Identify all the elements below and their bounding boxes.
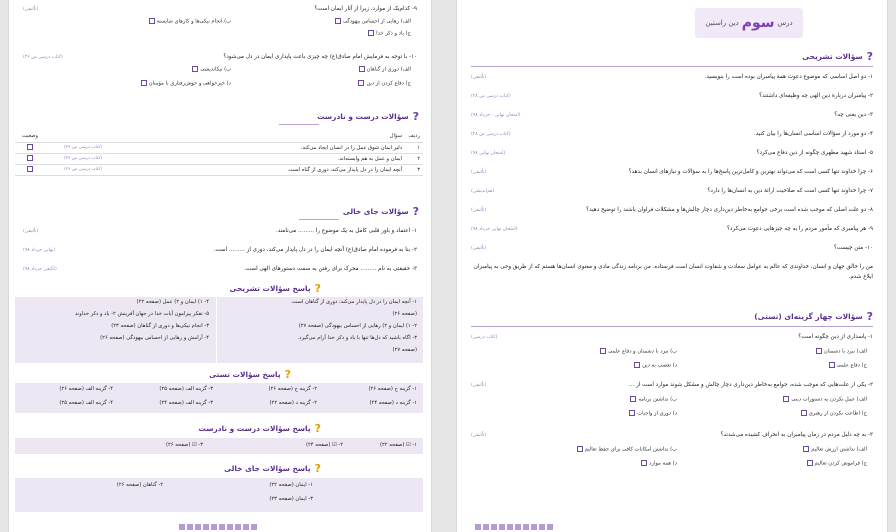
checkbox <box>816 348 822 354</box>
answers-panel: ۱- ☑ (صفحه ۲۲) ۲- ☑ (صفحه ۲۴) ۳- ☑ (صفحه ۲۶) <box>15 438 423 454</box>
fill-question: ۳- حقیقتی به نام ......... محرک برای رفتن به سمت دستورهای الهی است. <box>244 266 417 272</box>
th-row: ردیف <box>405 131 423 142</box>
question-mark-icon: ? <box>314 422 321 435</box>
th-question: سؤال <box>105 131 405 142</box>
option[interactable]: الف) نداشتن ارزش تعالیم <box>801 446 867 454</box>
passage: من را خالق جهان و انسان، خداوندی که عالم به عوامل سعادت و شقاوت انسان است فرستاده. من برنامه زندگی مادی و معنوی انسان‌ها هستم که از طریق وحی به پیامبران ابلاغ شدم. <box>473 264 873 280</box>
checkbox <box>630 396 636 402</box>
option[interactable]: ج) یاد و ذکر خدا <box>366 30 411 38</box>
page-gutter <box>436 0 452 532</box>
th-status: وضعیت <box>15 131 45 142</box>
question-ref: (تألیفی خرداد ۹۸) <box>23 267 57 272</box>
question-ref: (نهایی خرداد ۹۸) <box>23 248 56 253</box>
option[interactable]: الف) نبرد با دشمنان <box>814 348 867 356</box>
question: ۹- هر پیامبری که مأمور مردم را به چه چیزهایی دعوت می‌کرد؟ <box>727 226 873 232</box>
mcq-question: ۲- یکی از علت‌هایی که موجب شده، جوامع به‌خاطر دین‌داری دچار چالش و مشکل شوند موارد است از ... <box>629 382 873 388</box>
question: ۲- پیامبران دربارهٔ دین الهی چه وظیفه‌ای داشتند؟ <box>759 93 873 99</box>
question-ref: (تألیفی) <box>23 7 39 12</box>
option[interactable]: ج) دفاع کردن از دین <box>356 80 411 88</box>
lesson-name: دین راستین <box>705 19 739 27</box>
table-row: ۱ دلیر ایمان شوق عمل را در انسان ایجاد می‌کند. (کتاب درسی ص ۲۲) <box>15 142 423 153</box>
section-header-descriptive: ? سؤالات تشریحی <box>802 50 873 63</box>
lesson-number: سوم <box>741 15 775 31</box>
option[interactable]: د) خیرخواهی و خوش‌رفتاری با مؤمنان <box>139 80 231 88</box>
question: ۵- استاد شهید مطهری چگونه از دین دفاع می‌کرد؟ <box>756 150 873 156</box>
question-ref: (کتاب درسی ص ۲۶) <box>23 55 63 60</box>
question: ۷- چرا خداوند تنها کسی است که صلاحیت ارائهٔ دین به انسان‌ها را دارد؟ <box>707 188 873 194</box>
right-page: درس سوم دین راستین ? سؤالات تشریحی ۱- دو اصل اساسی که موضوع دعوت همهٔ پیامبران بوده است را بنویسید. (تألیفی) ۲- پیامبران دربارهٔ دین الهی چه وظیفه‌ای داشتند؟ (کتاب درسی ص ۲۸) ۳- دین یعنی چه؟ (امتحان نهایی - خرداد ۹۸) ۴- دو مورد از سؤالات اساسی انسان‌ها را بیان کنید. (کتاب درسی ص ۲۸) ۵- استاد شهید مطهری چگونه از دین دفاع می‌کرد؟ (امتحان نهایی ۹۸) ۶- چرا خداوند تنها کسی است که می‌تواند بهترین و کامل‌ترین پاسخ‌ها را به سؤالات و نیازهای انسان بدهد؟ (تألیفی) ۷- چرا خداوند تنها کسی است که صلاحیت ارائهٔ دین به انسان‌ها را دارد؟ (هم‌اندیشی) ۸- دو علت اصلی که موجب شده است برخی جوامع به‌خاطر دین‌داری دچار چالش‌ها و مشکلات فراوان باشند را توضیح دهید؟ (تألیفی) ۹- هر پیامبری که مأمور مردم را به چه چیزهایی دعوت می‌کرد؟ (امتحان نهایی خرداد ۹۸) ۱۰- متن چیست؟ (تألیفی) من را خالق جهان و انسان، خداوندی که عالم به عوامل سعادت و شقاوت انسان است فرستاده. من برنامه زندگی مادی و معنوی انسان‌ها هستم که از طریق وحی به پیامبران ابلاغ شدم. ? سؤالات چهار گزینه‌ای (تستی) ۱- پاسداری از دین چگونه است؟ (کتاب درسی) الف) نبرد با دشمنان ب) نبرد با دشمنان و دفاع علمی ج) دفاع علمی د) تعصب به دین ۲- یکی از علت‌هایی که موجب شده، جوامع به‌خاطر دین‌داری دچار چالش و مشکل شوند موارد است از ... (تألیفی) الف) عمل نکردن به دستورات دینی ب) نداشتن برنامه ج) اطاعت نکردن از رهبری د) دوری از واجبات ۳- به چه دلیل مردم در زمان پیامبران به انحراف کشیده می‌شدند؟ (تألیفی) الف) نداشتن ارزش تعالیم ب) نداشتن امکانات کافی برای حفظ تعالیم ج) فراموش کردن تعالیم د) همه موارد <box>456 0 888 532</box>
mcq-question: ۳- به چه دلیل مردم در زمان پیامبران به انحراف کشیده می‌شدند؟ <box>720 432 873 438</box>
checkbox <box>141 80 147 86</box>
option[interactable]: د) همه موارد <box>639 460 677 468</box>
question-10: ۱۰- با توجه به فرمایش امام صادق(ع) چه چیزی باعث پایداری ایمان در دل می‌شود؟ <box>223 54 417 60</box>
section-header-ans-tf: ? پاسخ سؤالات درست و نادرست <box>198 422 321 435</box>
option[interactable]: ج) اطاعت نکردن از رهبری <box>799 410 867 418</box>
question-mark-icon: ? <box>866 50 873 63</box>
fill-question: ۱- اعتماد و باور قلبی کامل به یک موضوع را ......... می‌نامند. <box>275 228 417 234</box>
section-header-tf: ? سؤالات درست و نادرست <box>279 110 419 123</box>
option[interactable]: الف) دوری از گناهان <box>357 66 411 74</box>
checkbox <box>801 410 807 416</box>
mcq-question: ۱- پاسداری از دین چگونه است؟ <box>798 334 873 340</box>
answers-panel: ۱- آنچه ایمان را در دل پایدار می‌کند، دوری از گناهان است. (صفحه ۲۶) ۲- ۱) ایمان و ۲) رهایی از احساس بیهودگی (صفحه ۲۷) ۳- اگاه باشید که دل‌ها تنها با یاد و ذکر خدا آرام می‌گیرد. (صفحه ۲۷) ۴- ۱) ایمان و ۲) عمل (صفحه ۲۲) ۵- تفکر پیرامون آیات خدا در جهان آفرینش ۲- یاد و ذکر خداوند ۳- انجام نیکی‌ها و دوری از گناهان (صفحه ۲۳) ۴- آرامش و رهایی از احساس بیهودگی (صفحه ۲۶) <box>15 297 423 363</box>
section-header-ans-desc: ? پاسخ سؤالات تشریحی <box>229 282 321 295</box>
option[interactable]: د) تعصب به دین <box>632 362 677 370</box>
checkbox <box>629 410 635 416</box>
option[interactable]: الف) عمل نکردن به دستورات دینی <box>781 396 867 404</box>
section-header-ans-fill: ? پاسخ سؤالات جای خالی <box>224 462 321 475</box>
checkbox <box>803 446 809 452</box>
table-row: ۳ آنچه ایمان را در دل پایدار می‌کند، دوری از گناه است. (کتاب درسی ص ۲۶) <box>15 164 423 175</box>
question: ۶- چرا خداوند تنها کسی است که می‌تواند بهترین و کامل‌ترین پاسخ‌ها را به سؤالات و نیازهای انسان بدهد؟ <box>628 169 873 175</box>
option[interactable]: الف) رهایی از احساس بیهودگی <box>333 18 411 26</box>
option[interactable]: ب) نبرد با دشمنان و دفاع علمی <box>598 348 677 356</box>
checkbox[interactable] <box>27 166 33 172</box>
checkbox <box>192 66 198 72</box>
option[interactable]: ب) نداشتن امکانات کافی برای حفظ تعالیم <box>575 446 677 454</box>
question-ref: (تألیفی) <box>23 229 39 234</box>
lesson-word: درس <box>777 19 793 27</box>
answers-panel: ۱- ایمان (صفحه ۲۲) ۲- گناهان (صفحه ۲۶) ۳- ایمان (صفحه ۲۳) <box>15 478 423 512</box>
section-header-fill: ? سؤالات جای خالی <box>299 205 419 218</box>
footer-ornament <box>179 524 259 530</box>
checkbox <box>335 18 341 24</box>
question-mark-icon: ? <box>284 368 291 381</box>
option[interactable]: د) دوری از واجبات <box>627 410 677 418</box>
option[interactable]: ب) انجام نیکی‌ها و کارهای شایسته <box>147 18 231 26</box>
checkbox[interactable] <box>27 155 33 161</box>
option[interactable]: ب) نیکاندیشی <box>190 66 231 74</box>
question-mark-icon: ? <box>412 205 419 218</box>
checkbox[interactable] <box>27 144 33 150</box>
question: ۴- دو مورد از سؤالات اساسی انسان‌ها را بیان کنید. <box>753 131 873 137</box>
left-page <box>8 0 432 532</box>
question: ۱- دو اصل اساسی که موضوع دعوت همهٔ پیامبران بوده است را بنویسید. <box>704 74 873 80</box>
question: ۱۰- متن چیست؟ <box>833 245 873 251</box>
checkbox <box>368 30 374 36</box>
table-row: ۲ ایمان و عمل به هم وابسته‌اند. (کتاب درسی ص ۲۲) <box>15 153 423 164</box>
checkbox <box>600 348 606 354</box>
option[interactable]: ج) دفاع علمی <box>827 362 867 370</box>
checkbox <box>634 362 640 368</box>
question-mark-icon: ? <box>314 282 321 295</box>
question: ۳- دین یعنی چه؟ <box>834 112 873 118</box>
checkbox <box>641 460 647 466</box>
question-9: ۹- کدام‌یک از موارد، زیرا از آثار ایمان است؟ <box>314 6 417 12</box>
tf-table <box>15 131 423 176</box>
section-header-ans-mcq: ? پاسخ سؤالات تستی <box>209 368 291 381</box>
question: ۸- دو علت اصلی که موجب شده است برخی جوامع به‌خاطر دین‌داری دچار چالش‌ها و مشکلات فراوان باشند را توضیح دهید؟ <box>586 207 873 213</box>
checkbox <box>359 66 365 72</box>
checkbox <box>577 446 583 452</box>
question-mark-icon: ? <box>412 110 419 123</box>
answers-panel: ۱- گزینه ج (صفحه ۲۶) ۲- گزینه ج (صفحه ۲۶) ۳- گزینه الف (صفحه ۲۵) ۴- گزینه الف (صفحه ۲۶) ۱- گزینه د (صفحه ۲۴) ۲- گزینه د (صفحه ۲۲) ۳- گزینه الف (صفحه ۲۴) ۴- گزینه الف (صفحه ۲۵) <box>15 383 423 413</box>
lesson-title-box <box>695 8 803 38</box>
fill-question: ۲- بنا به فرموده امام صادق(ع) آنچه ایمان را در دل پایدار می‌کند، دوری از ......... است. <box>213 247 417 253</box>
checkbox <box>807 460 813 466</box>
checkbox <box>358 80 364 86</box>
checkbox <box>149 18 155 24</box>
question-mark-icon: ? <box>866 310 873 323</box>
question-mark-icon: ? <box>314 462 321 475</box>
section-header-mcq: ? سؤالات چهار گزینه‌ای (تستی) <box>754 310 873 323</box>
option[interactable]: ب) نداشتن برنامه <box>628 396 677 404</box>
checkbox <box>783 396 789 402</box>
option[interactable]: ج) فراموش کردن تعالیم <box>805 460 867 468</box>
footer-ornament <box>475 524 555 530</box>
checkbox <box>829 362 835 368</box>
